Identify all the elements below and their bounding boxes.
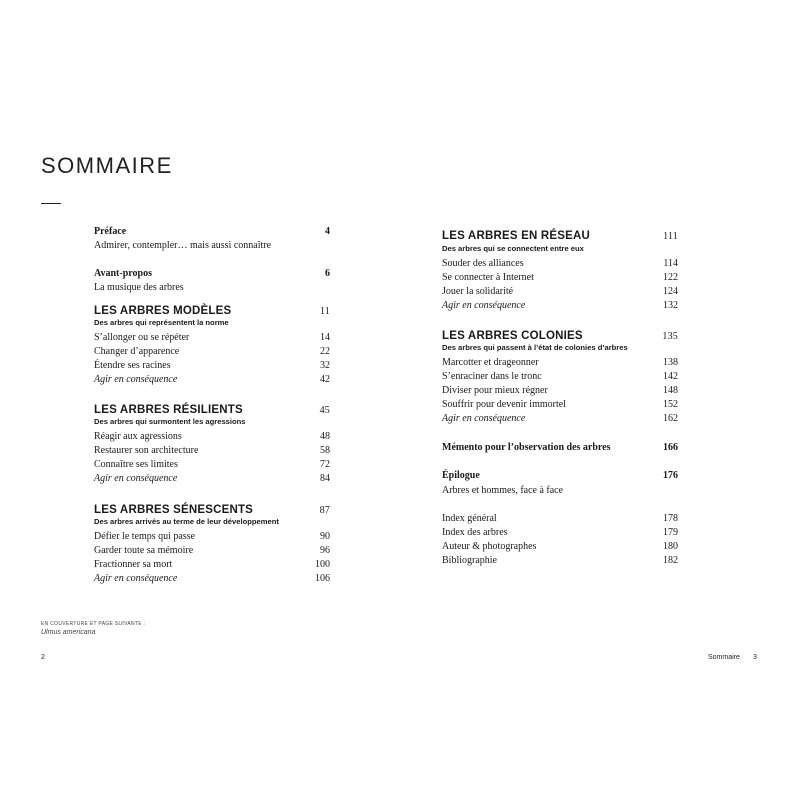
toc-section-heading: [94, 305, 330, 318]
toc-entry-title: LES ARBRES EN RÉSEAU: [442, 230, 590, 242]
toc-page-number: 180: [663, 541, 678, 552]
toc-page-number: 178: [663, 513, 678, 524]
toc-page-number: 90: [320, 531, 330, 542]
toc-entry-title: Défier le temps qui passe: [94, 531, 196, 542]
toc-entry-title: Connaître ses limites: [94, 459, 178, 470]
toc-page-number: 45: [319, 405, 330, 416]
toc-entry-title: Agir en conséquence: [94, 374, 178, 385]
toc-section-heading: [442, 230, 678, 243]
toc-entry: [442, 398, 678, 411]
toc-page-number: 111: [663, 231, 678, 242]
toc-entry-title: Des arbres qui représentent la norme: [94, 318, 229, 327]
toc-entry: [442, 441, 678, 454]
toc-entry: [442, 554, 678, 567]
toc-entry-title: Index général: [442, 513, 497, 524]
toc-entry-title: Changer d’apparence: [94, 346, 180, 357]
toc-entry: [94, 225, 330, 238]
toc-entry-title: Souder des alliances: [442, 258, 524, 269]
toc-section-subtitle: [442, 244, 678, 257]
toc-page-number: 152: [663, 399, 678, 410]
toc-section-subtitle: [442, 343, 678, 356]
toc-entry-title: Marcotter et drageonner: [442, 357, 539, 368]
toc-entry: [94, 558, 330, 571]
toc-page-number: 179: [663, 527, 678, 538]
toc-entry-title: Agir en conséquence: [442, 413, 526, 424]
toc-entry: [94, 444, 330, 457]
toc-entry-title: Des arbres qui se connectent entre eux: [442, 244, 584, 253]
toc-page-number: 122: [663, 272, 678, 283]
toc-entry: [442, 540, 678, 553]
toc-entry: [94, 239, 330, 252]
toc-page-number: 162: [663, 413, 678, 424]
toc-section-heading: [94, 404, 330, 417]
toc-section-subtitle: [94, 517, 330, 530]
toc-entry: [94, 458, 330, 471]
toc-page-number: 142: [663, 371, 678, 382]
toc-page-number: 166: [663, 442, 678, 453]
toc-entry: [94, 345, 330, 358]
toc-entry: [94, 472, 330, 485]
toc-entry-title: Arbres et hommes, face à face: [442, 485, 564, 496]
toc-entry: [442, 526, 678, 539]
toc-entry: [442, 370, 678, 383]
toc-entry: [442, 271, 678, 284]
toc-entry-title: Mémento pour l’observation des arbres: [442, 442, 611, 453]
toc-entry-title: S’allonger ou se répéter: [94, 332, 190, 343]
toc-page-number: 14: [320, 332, 330, 343]
toc-entry-title: Admirer, contempler… mais aussi connaître: [94, 240, 272, 251]
toc-entry-title: Bibliographie: [442, 555, 497, 566]
cover-credit-caption: Ulmus americana: [41, 629, 96, 636]
toc-page-number: 124: [663, 286, 678, 297]
toc-page-number: 148: [663, 385, 678, 396]
toc-entry-title: Des arbres arrivés au terme de leur développement: [94, 517, 279, 526]
toc-entry-title: Des arbres qui surmontent les agressions: [94, 417, 246, 426]
toc-entry: [94, 331, 330, 344]
running-title: Sommaire: [708, 654, 740, 661]
toc-entry-title: LES ARBRES COLONIES: [442, 330, 583, 342]
toc-entry: [442, 412, 678, 425]
toc-entry: [94, 359, 330, 372]
toc-entry-title: Des arbres qui passent à l’état de colonies d’arbres: [442, 343, 628, 352]
toc-entry: [94, 572, 330, 585]
toc-entry: [442, 299, 678, 312]
toc-entry: [94, 530, 330, 543]
toc-page-number: 4: [325, 226, 330, 237]
toc-section-subtitle: [94, 417, 330, 430]
toc-section-heading: [94, 504, 330, 517]
toc-entry-title: Auteur & photographes: [442, 541, 537, 552]
toc-entry-title: Préface: [94, 226, 127, 237]
toc-page-number: 138: [663, 357, 678, 368]
right-page-number: 3: [753, 654, 757, 661]
toc-entry: [442, 356, 678, 369]
toc-entry: [94, 430, 330, 443]
left-page-number: 2: [41, 654, 45, 661]
toc-entry: [442, 384, 678, 397]
toc-entry-title: Jouer la solidarité: [442, 286, 514, 297]
toc-page-number: 132: [663, 300, 678, 311]
toc-entry-title: Épilogue: [442, 470, 480, 481]
toc-page-number: 58: [320, 445, 330, 456]
toc-page-number: 106: [315, 573, 330, 584]
toc-entry-title: Restaurer son architecture: [94, 445, 199, 456]
toc-entry: [94, 373, 330, 386]
toc-entry: [442, 469, 678, 482]
toc-entry: [94, 281, 330, 294]
toc-entry-title: Fractionner sa mort: [94, 559, 173, 570]
toc-page-number: 87: [319, 505, 330, 516]
toc-entry-title: Agir en conséquence: [94, 473, 178, 484]
toc-entry: [442, 257, 678, 270]
toc-entry-title: Agir en conséquence: [442, 300, 526, 311]
toc-entry-title: Souffrir pour devenir immortel: [442, 399, 566, 410]
toc-entry-title: LES ARBRES MODÈLES: [94, 305, 232, 317]
cover-credit-label: EN COUVERTURE ET PAGE SUIVANTE :: [41, 621, 146, 627]
toc-page-number: 114: [663, 258, 678, 269]
toc-entry-title: Diviser pour mieux régner: [442, 385, 548, 396]
toc-entry-title: S’enraciner dans le tronc: [442, 371, 542, 382]
toc-page-number: 84: [320, 473, 330, 484]
toc-page-number: 182: [663, 555, 678, 566]
toc-section-heading: [442, 330, 678, 343]
toc-entry: [94, 544, 330, 557]
toc-entry-title: LES ARBRES SÉNESCENTS: [94, 504, 254, 516]
toc-page-number: 135: [662, 331, 678, 342]
page-title: SOMMAIRE: [41, 153, 173, 178]
toc-entry: [94, 267, 330, 280]
toc-page-number: 100: [315, 559, 330, 570]
toc-entry-title: Agir en conséquence: [94, 573, 178, 584]
toc-page-number: 48: [320, 431, 330, 442]
title-rule: [41, 203, 61, 204]
toc-page-number: 96: [320, 545, 330, 556]
toc-entry: [442, 285, 678, 298]
toc-entry-title: Étendre ses racines: [94, 360, 171, 371]
toc-entry-title: LES ARBRES RÉSILIENTS: [94, 404, 243, 416]
toc-page-number: 22: [320, 346, 330, 357]
toc-page-number: 32: [320, 360, 330, 371]
toc-page-number: 11: [319, 306, 330, 317]
toc-page-number: 72: [320, 459, 330, 470]
toc-entry-title: Garder toute sa mémoire: [94, 545, 194, 556]
toc-entry-title: Avant-propos: [94, 268, 152, 279]
toc-entry: [442, 512, 678, 525]
toc-entry-title: La musique des arbres: [94, 282, 184, 293]
toc-entry-title: Réagir aux agressions: [94, 431, 182, 442]
toc-entry-title: Se connecter à Internet: [442, 272, 534, 283]
toc-page-number: 42: [320, 374, 330, 385]
toc-section-subtitle: [94, 318, 330, 331]
toc-page-number: 176: [663, 470, 678, 481]
toc-page-number: 6: [325, 268, 330, 279]
toc-entry: [442, 484, 678, 497]
toc-entry-title: Index des arbres: [442, 527, 508, 538]
